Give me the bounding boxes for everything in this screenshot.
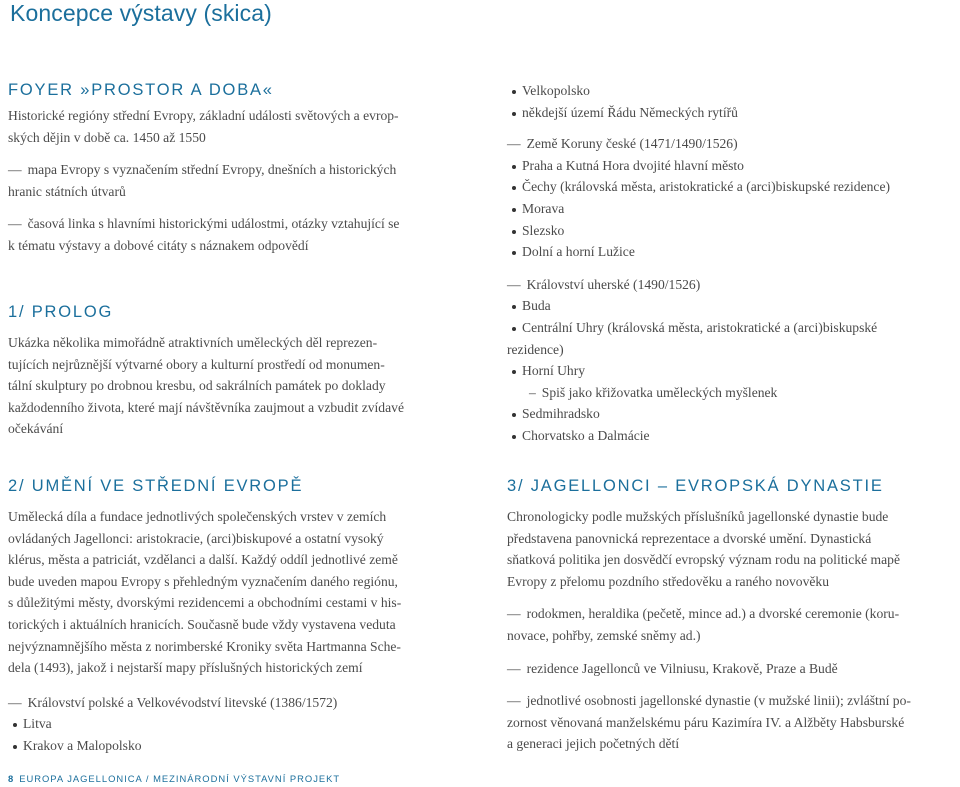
list-item: Dolní a horní Lužice (507, 241, 957, 263)
foyer-intro-line: ských dějin v době ca. 1450 až 1550 (8, 129, 206, 145)
foyer-section (8, 80, 468, 257)
umeni-heading: 2/ UMĚNÍ VE STŘEDNÍ EVROPĚ (8, 477, 304, 495)
jagellonci-dash-line: novace, pohřby, zemské sněmy ad.) (507, 627, 701, 643)
umeni-bullet-list (8, 713, 468, 756)
list-item: Čechy (královská města, aristokratické a (arci)biskupské rezidence) (507, 176, 957, 198)
umeni-line: s důležitými městy, dvorskými rezidencemi a obchodními cestami v his- (8, 595, 402, 611)
prolog-text (8, 332, 468, 440)
uhry-bullet-list (507, 295, 957, 381)
jagellonci-dash-line: a generaci jejich početných dětí (507, 736, 680, 752)
foyer-dash-line: — časová linka s hlavními historickými událostmi, otázky vztahující se (8, 213, 468, 235)
jagellonci-line: Evropy z přelomu pozdního středověku a raného novověku (507, 573, 830, 589)
list-item: Chorvatsko a Dalmácie (507, 425, 957, 447)
umeni-line: klérus, města a patriciát, vzdělanci a další. Každý oddíl jednotlivé země (8, 552, 398, 568)
list-item: Horní Uhry (507, 360, 957, 382)
jagellonci-dash-line: — rodokmen, heraldika (pečetě, mince ad.) a dvorské ceremonie (koru- (507, 603, 957, 625)
footer-text: EUROPA JAGELLONICA / MEZINÁRODNÍ VÝSTAVNÍ PROJEKT (19, 773, 341, 784)
jagellonci-dash-heraldry (507, 603, 957, 646)
page-footer (8, 773, 340, 784)
jagellonci-section (507, 476, 957, 755)
list-item: Praha a Kutná Hora dvojité hlavní město (507, 155, 957, 177)
prolog-section (8, 302, 468, 440)
umeni-line: nejvýznamnějšího města z norimberské Kroniky světa Hartmanna Sche- (8, 638, 401, 654)
jagellonci-dash-line: zornost věnovaná manželskému páru Kazimíra IV. a Alžběty Habsburské (507, 714, 905, 730)
list-item-line: rezidence) (507, 341, 564, 357)
umeni-line: ovládaných Jagellonci: aristokracie, (arci)biskupové a ostatní vysoký (8, 530, 384, 546)
koruna-heading: — Země Koruny české (1471/1490/1526) (507, 133, 957, 155)
koruna-group (507, 133, 957, 263)
list-item: někdejší území Řádu Německých rytířů (507, 102, 957, 124)
prolog-line: každodenního života, které mají návštěvníka zaujmout a vzbudit zvídavé (8, 399, 404, 415)
umeni-poland (8, 692, 468, 757)
koruna-bullet-list (507, 155, 957, 263)
jagellonci-line: sňatková politika jen dosvědčí evropský význam rodu na politické mapě (507, 552, 900, 568)
page-title: Koncepce výstavy (skica) (10, 0, 272, 26)
jagellonci-dash-personalities (507, 690, 957, 755)
umeni-line: dela (1493), jakož i nejstarší mapy příslušných historických zemí (8, 660, 363, 676)
poland-bullet-list (507, 80, 957, 123)
jagellonci-heading: 3/ JAGELLONCI – EVROPSKÁ DYNASTIE (507, 477, 884, 495)
uhry-heading: — Království uherské (1490/1526) (507, 274, 957, 296)
jagellonci-dash-line: — jednotlivé osobnosti jagellonské dynastie (v mužské linii); zvláštní po- (507, 690, 957, 712)
jagellonci-dash-line: — rezidence Jagellonců ve Vilniusu, Krakově, Praze a Budě (507, 658, 957, 680)
foyer-dash-line: hranic státních útvarů (8, 183, 126, 199)
uhry-group (507, 274, 957, 447)
uhry-bullet-list-2 (507, 403, 957, 446)
foyer-dash-line: k tématu výstavy a dobové citáty s náznakem odpovědí (8, 237, 309, 253)
regions-section (507, 80, 957, 447)
list-item: Slezsko (507, 220, 957, 242)
jagellonci-line: představena panovnická reprezentace a dvorské umění. Dynastická (507, 530, 872, 546)
list-item (507, 317, 957, 360)
foyer-dash-timeline (8, 213, 468, 256)
prolog-line: tální skulptury po drobnou kresbu, od sakrálních památek po doklady (8, 378, 386, 394)
foyer-heading: FOYER »PROSTOR A DOBA« (8, 81, 274, 99)
jagellonci-text (507, 506, 957, 592)
list-item: Krakov a Malopolsko (8, 735, 468, 757)
list-item: Morava (507, 198, 957, 220)
prolog-line: očekávání (8, 421, 64, 437)
list-item: Sedmihradsko (507, 403, 957, 425)
umeni-text (8, 506, 468, 679)
umeni-dash-heading: — Království polské a Velkovévodství litevské (1386/1572) (8, 692, 468, 714)
foyer-intro (8, 105, 468, 148)
list-item: Buda (507, 295, 957, 317)
list-item: Velkopolsko (507, 80, 957, 102)
foyer-dash-map (8, 159, 468, 202)
list-item: Litva (8, 713, 468, 735)
umeni-section (8, 476, 468, 757)
foyer-intro-line: Historické regióny střední Evropy, základní události světových a evrop- (8, 108, 399, 123)
prolog-line: tujících nejrůznější výtvarné obory a kulturní prostředí od monumen- (8, 356, 385, 372)
jagellonci-dash-residences (507, 658, 957, 680)
list-item-line: Centrální Uhry (královská města, aristokratické a (arci)biskupské (522, 319, 878, 335)
page-number: 8 (8, 773, 15, 784)
umeni-line: bude uveden mapou Evropy s přehledným vyznačením daného regiónu, (8, 573, 398, 589)
umeni-line: torických i aktuálních hranicích. Současně bude vždy vystavena veduta (8, 616, 396, 632)
prolog-line: Ukázka několika mimořádně atraktivních uměleckých děl reprezen- (8, 335, 378, 350)
foyer-dash-line: — mapa Evropy s vyznačením střední Evropy, dnešních a historických (8, 159, 468, 181)
prolog-heading: 1/ PROLOG (8, 303, 114, 321)
umeni-line: Umělecká díla a fundace jednotlivých společenských vrstev v zemích (8, 509, 387, 524)
spis-item: – Spiš jako křižovatka uměleckých myšlenek (507, 382, 957, 404)
jagellonci-line: Chronologicky podle mužských příslušníků jagellonské dynastie bude (507, 509, 889, 524)
